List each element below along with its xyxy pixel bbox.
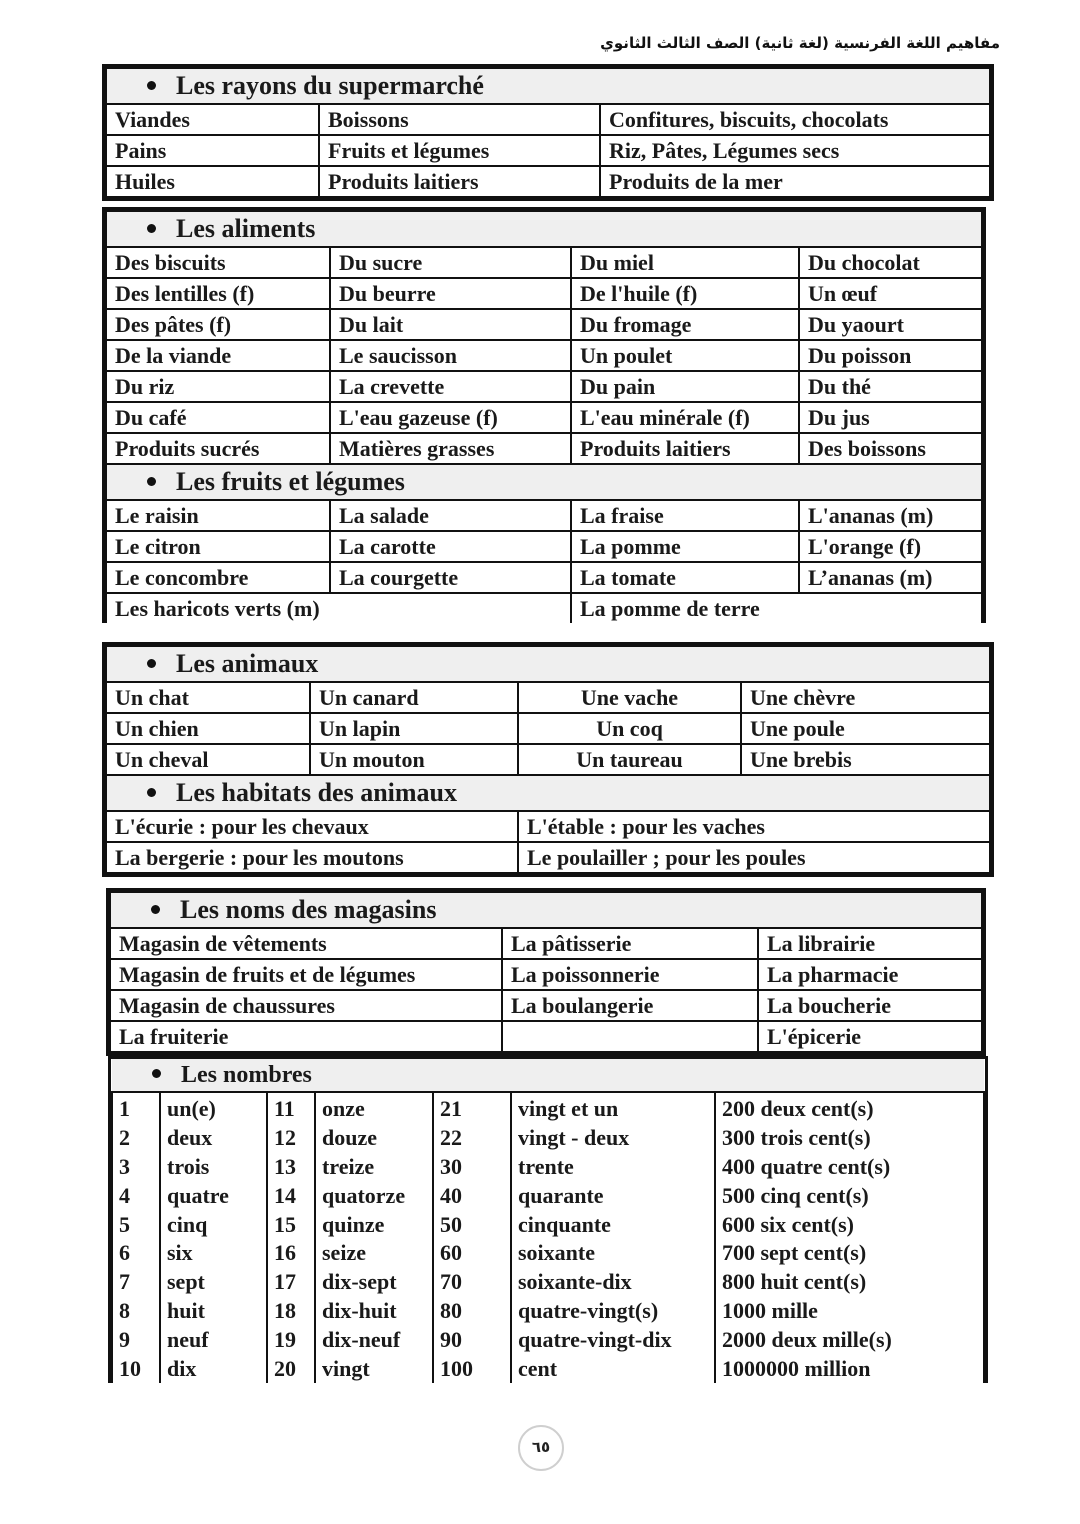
table-cell: 4 <box>112 1181 160 1210</box>
table-cell: Le poulailler ; pour les poules <box>518 842 990 873</box>
table-cell: Du café <box>106 402 330 433</box>
table-row <box>106 135 990 166</box>
table-cell: La pomme <box>571 531 799 562</box>
table-cell: 50 <box>433 1210 511 1239</box>
table-cell: 2000 deux mille(s) <box>715 1325 984 1354</box>
table-cell <box>502 1021 758 1052</box>
table-cell: Un œuf <box>799 278 982 309</box>
table-cell: Des boissons <box>799 433 982 464</box>
table-cell: L'eau minérale (f) <box>571 402 799 433</box>
table-cell: Du thé <box>799 371 982 402</box>
table-cell: Le citron <box>106 531 330 562</box>
table-row <box>112 1210 984 1239</box>
table-cell: 30 <box>433 1153 511 1182</box>
table-row <box>106 433 982 464</box>
table-cell: Du lait <box>330 309 571 340</box>
table-row <box>106 402 982 433</box>
table-row <box>106 247 982 278</box>
magasins-table <box>106 888 986 1056</box>
table-cell: La boucherie <box>758 990 982 1021</box>
table-row <box>110 959 982 990</box>
table-cell: Confitures, biscuits, chocolats <box>600 104 990 135</box>
table-cell: sept <box>160 1268 267 1297</box>
table-cell: Viandes <box>106 104 319 135</box>
table-row <box>106 744 990 775</box>
table-row <box>110 928 982 959</box>
table-cell: deux <box>160 1124 267 1153</box>
table-cell: quatorze <box>315 1181 433 1210</box>
page-number: ٦٥ <box>518 1425 564 1471</box>
table-cell: Riz, Pâtes, Légumes secs <box>600 135 990 166</box>
table-row <box>112 1268 984 1297</box>
table-cell: Fruits et légumes <box>319 135 600 166</box>
table-cell: L'écurie : pour les chevaux <box>106 811 518 842</box>
table-cell: soixante-dix <box>511 1268 715 1297</box>
table-cell: Une vache <box>518 682 741 713</box>
table-cell: 3 <box>112 1153 160 1182</box>
table-cell: quinze <box>315 1210 433 1239</box>
table-cell: Le raisin <box>106 500 330 531</box>
section-title-aliments: Les aliments <box>106 211 982 247</box>
table-cell: 21 <box>433 1092 511 1124</box>
table-row <box>112 1181 984 1210</box>
table-cell: soixante <box>511 1239 715 1268</box>
table-cell: Les haricots verts (m) <box>106 593 571 623</box>
table-cell: L'épicerie <box>758 1021 982 1052</box>
table-cell: onze <box>315 1092 433 1124</box>
table-cell: Une brebis <box>741 744 990 775</box>
table-cell: Du chocolat <box>799 247 982 278</box>
table-cell: La pâtisserie <box>502 928 758 959</box>
table-cell: 20 <box>267 1354 315 1383</box>
table-cell: huit <box>160 1297 267 1326</box>
bullet-icon <box>152 1069 161 1078</box>
table-cell: douze <box>315 1124 433 1153</box>
section-title-fruits: Les fruits et légumes <box>106 464 982 500</box>
nombres-table <box>108 1056 988 1383</box>
table-cell: La bergerie : pour les moutons <box>106 842 518 873</box>
animaux-table <box>102 642 994 877</box>
table-cell: 1000000 million <box>715 1354 984 1383</box>
table-cell: Du poisson <box>799 340 982 371</box>
bullet-icon <box>147 659 156 668</box>
table-cell: 80 <box>433 1297 511 1326</box>
table-cell: Du fromage <box>571 309 799 340</box>
table-cell: cent <box>511 1354 715 1383</box>
table-cell: Des lentilles (f) <box>106 278 330 309</box>
table-cell: La fruiterie <box>110 1021 502 1052</box>
table-row <box>106 104 990 135</box>
table-row <box>106 811 990 842</box>
table-cell: La pomme de terre <box>571 593 982 623</box>
table-cell: neuf <box>160 1325 267 1354</box>
table-row <box>110 990 982 1021</box>
section-title-magasins: Les noms des magasins <box>110 892 982 928</box>
table-cell: 600 six cent(s) <box>715 1210 984 1239</box>
table-cell: 9 <box>112 1325 160 1354</box>
table-row <box>106 309 982 340</box>
table-cell: Un coq <box>518 713 741 744</box>
table-cell: 100 <box>433 1354 511 1383</box>
table-cell: Une chèvre <box>741 682 990 713</box>
table-cell: Du pain <box>571 371 799 402</box>
table-cell: Huiles <box>106 166 319 197</box>
table-cell: 2 <box>112 1124 160 1153</box>
table-row <box>106 593 982 623</box>
table-cell: Un chien <box>106 713 310 744</box>
table-cell: Le saucisson <box>330 340 571 371</box>
table-cell: 12 <box>267 1124 315 1153</box>
table-cell: 6 <box>112 1239 160 1268</box>
table-cell: La librairie <box>758 928 982 959</box>
table-row <box>112 1325 984 1354</box>
table-cell: La poissonnerie <box>502 959 758 990</box>
table-row <box>112 1092 984 1124</box>
table-cell: Matières grasses <box>330 433 571 464</box>
table-cell: un(e) <box>160 1092 267 1124</box>
table-cell: Un taureau <box>518 744 741 775</box>
bullet-icon <box>147 477 156 486</box>
table-cell: La carotte <box>330 531 571 562</box>
table-cell: Du miel <box>571 247 799 278</box>
table-cell: Magasin de fruits et de légumes <box>110 959 502 990</box>
table-row <box>106 842 990 873</box>
table-row <box>112 1239 984 1268</box>
table-cell: 8 <box>112 1297 160 1326</box>
table-row <box>110 1021 982 1052</box>
table-cell: Un mouton <box>310 744 518 775</box>
table-cell: La pharmacie <box>758 959 982 990</box>
table-cell: dix-neuf <box>315 1325 433 1354</box>
table-cell: Une poule <box>741 713 990 744</box>
table-cell: 40 <box>433 1181 511 1210</box>
table-cell: La crevette <box>330 371 571 402</box>
table-cell: 10 <box>112 1354 160 1383</box>
table-cell: L'étable : pour les vaches <box>518 811 990 842</box>
table-cell: Du jus <box>799 402 982 433</box>
table-cell: L’ananas (m) <box>799 562 982 593</box>
rayons-table <box>102 64 994 201</box>
table-row <box>112 1354 984 1383</box>
table-cell: La fraise <box>571 500 799 531</box>
table-cell: vingt - deux <box>511 1124 715 1153</box>
table-row <box>106 371 982 402</box>
section-title-rayons: Les rayons du supermarché <box>106 68 990 104</box>
table-row <box>112 1124 984 1153</box>
table-cell: 300 trois cent(s) <box>715 1124 984 1153</box>
table-cell: 500 cinq cent(s) <box>715 1181 984 1210</box>
table-cell: 16 <box>267 1239 315 1268</box>
page-header-title: مفاهيم اللغة الفرنسية (لغة ثانية) الصف الثالث الثانوي <box>600 34 1000 52</box>
table-cell: La tomate <box>571 562 799 593</box>
table-cell: L'orange (f) <box>799 531 982 562</box>
table-cell: De la viande <box>106 340 330 371</box>
table-row <box>106 682 990 713</box>
table-cell: Magasin de vêtements <box>110 928 502 959</box>
table-row <box>106 713 990 744</box>
table-cell: De l'huile (f) <box>571 278 799 309</box>
table-cell: seize <box>315 1239 433 1268</box>
bullet-icon <box>147 81 156 90</box>
table-cell: treize <box>315 1153 433 1182</box>
table-cell: quarante <box>511 1181 715 1210</box>
table-cell: 400 quatre cent(s) <box>715 1153 984 1182</box>
bullet-icon <box>151 905 160 914</box>
section-title-habitats: Les habitats des animaux <box>106 775 990 811</box>
table-cell: dix-sept <box>315 1268 433 1297</box>
table-row <box>106 166 990 197</box>
table-row <box>106 562 982 593</box>
table-cell: 7 <box>112 1268 160 1297</box>
table-cell: vingt et un <box>511 1092 715 1124</box>
table-cell: Des pâtes (f) <box>106 309 330 340</box>
table-cell: Produits laitiers <box>319 166 600 197</box>
table-cell: Pains <box>106 135 319 166</box>
table-cell: L'ananas (m) <box>799 500 982 531</box>
table-cell: 700 sept cent(s) <box>715 1239 984 1268</box>
table-cell: L'eau gazeuse (f) <box>330 402 571 433</box>
table-cell: Magasin de chaussures <box>110 990 502 1021</box>
table-cell: dix <box>160 1354 267 1383</box>
table-cell: quatre-vingt(s) <box>511 1297 715 1326</box>
table-cell: dix-huit <box>315 1297 433 1326</box>
table-cell: Produits laitiers <box>571 433 799 464</box>
bullet-icon <box>147 224 156 233</box>
table-cell: cinq <box>160 1210 267 1239</box>
table-row <box>112 1297 984 1326</box>
table-cell: La boulangerie <box>502 990 758 1021</box>
table-cell: Du riz <box>106 371 330 402</box>
table-cell: vingt <box>315 1354 433 1383</box>
table-cell: La salade <box>330 500 571 531</box>
table-row <box>112 1153 984 1182</box>
table-cell: 19 <box>267 1325 315 1354</box>
table-cell: 17 <box>267 1268 315 1297</box>
table-cell: 1 <box>112 1092 160 1124</box>
table-cell: Un lapin <box>310 713 518 744</box>
table-cell: Un cheval <box>106 744 310 775</box>
table-cell: Du yaourt <box>799 309 982 340</box>
table-row <box>106 531 982 562</box>
table-cell: cinquante <box>511 1210 715 1239</box>
table-cell: trois <box>160 1153 267 1182</box>
table-cell: La courgette <box>330 562 571 593</box>
table-cell: Des biscuits <box>106 247 330 278</box>
table-cell: 14 <box>267 1181 315 1210</box>
section-title-nombres: Les nombres <box>112 1059 984 1092</box>
bullet-icon <box>147 788 156 797</box>
table-cell: Un chat <box>106 682 310 713</box>
table-cell: 15 <box>267 1210 315 1239</box>
section-title-animaux: Les animaux <box>106 646 990 682</box>
table-cell: 800 huit cent(s) <box>715 1268 984 1297</box>
aliments-table <box>102 207 986 623</box>
table-cell: Boissons <box>319 104 600 135</box>
table-cell: 1000 mille <box>715 1297 984 1326</box>
table-cell: quatre-vingt-dix <box>511 1325 715 1354</box>
table-cell: quatre <box>160 1181 267 1210</box>
table-cell: Du sucre <box>330 247 571 278</box>
table-row <box>106 340 982 371</box>
table-cell: Un canard <box>310 682 518 713</box>
table-cell: 13 <box>267 1153 315 1182</box>
table-cell: 60 <box>433 1239 511 1268</box>
table-row <box>106 500 982 531</box>
table-cell: 70 <box>433 1268 511 1297</box>
table-cell: Un poulet <box>571 340 799 371</box>
table-cell: 90 <box>433 1325 511 1354</box>
table-cell: Du beurre <box>330 278 571 309</box>
table-row <box>106 278 982 309</box>
table-cell: 11 <box>267 1092 315 1124</box>
table-cell: six <box>160 1239 267 1268</box>
table-cell: Produits sucrés <box>106 433 330 464</box>
table-cell: 18 <box>267 1297 315 1326</box>
table-cell: trente <box>511 1153 715 1182</box>
table-cell: 200 deux cent(s) <box>715 1092 984 1124</box>
table-cell: Le concombre <box>106 562 330 593</box>
table-cell: 22 <box>433 1124 511 1153</box>
table-cell: Produits de la mer <box>600 166 990 197</box>
table-cell: 5 <box>112 1210 160 1239</box>
